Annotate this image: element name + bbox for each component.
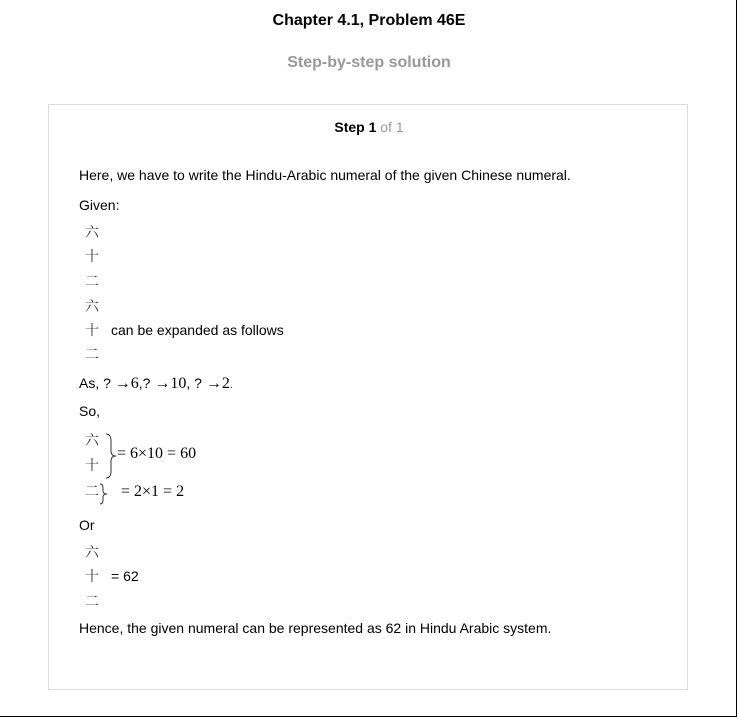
- right-brace-icon: [99, 483, 109, 505]
- chinese-ten: 十: [85, 569, 99, 585]
- solution-card: [48, 104, 688, 690]
- arrow-symbol: →: [114, 375, 131, 392]
- arrow-symbol: →: [205, 375, 222, 392]
- arrow-symbol: →: [154, 375, 171, 392]
- expanded-text: can be expanded as follows: [111, 322, 284, 338]
- chinese-six: 六: [85, 225, 99, 241]
- solution-subtitle: Step-by-step solution: [287, 54, 451, 71]
- step-count: of 1: [380, 119, 404, 135]
- chinese-ten: 十: [85, 249, 99, 265]
- intro-text: Here, we have to write the Hindu-Arabic numeral of the given Chinese numeral.: [79, 167, 571, 183]
- right-brace-icon: [104, 433, 118, 479]
- so-label: So,: [79, 403, 101, 419]
- chinese-two: 二: [85, 347, 99, 363]
- equation-total: = 62: [111, 568, 139, 584]
- chinese-six: 六: [85, 299, 99, 315]
- equation-two: = 2×1 = 2: [121, 483, 185, 500]
- step-indicator: [49, 119, 689, 135]
- chinese-six: 六: [85, 433, 99, 449]
- chinese-two: 二: [85, 274, 99, 290]
- chinese-two: 二: [85, 594, 99, 610]
- equation-six-ten: = 6×10 = 60: [117, 445, 197, 462]
- map-value-6: 6: [130, 375, 139, 392]
- or-label: Or: [79, 517, 95, 533]
- map-value-10: 10: [170, 375, 187, 392]
- step-label: Step 1: [334, 119, 377, 135]
- as-end: .: [229, 380, 233, 391]
- mapping-line: [79, 375, 233, 393]
- map-value-2: 2: [221, 375, 230, 392]
- given-label: Given:: [79, 197, 120, 213]
- chinese-ten: 十: [85, 458, 99, 474]
- as-q2: ,?: [138, 375, 151, 391]
- chinese-ten: 十: [85, 323, 99, 339]
- conclusion-text: Hence, the given numeral can be represented as 62 in Hindu Arabic system.: [79, 620, 552, 636]
- as-q3: , ?: [186, 375, 202, 391]
- chinese-two: 二: [85, 484, 99, 500]
- chinese-six: 六: [85, 545, 99, 561]
- as-prefix: As, ?: [79, 375, 111, 391]
- page-title: Chapter 4.1, Problem 46E: [272, 12, 466, 29]
